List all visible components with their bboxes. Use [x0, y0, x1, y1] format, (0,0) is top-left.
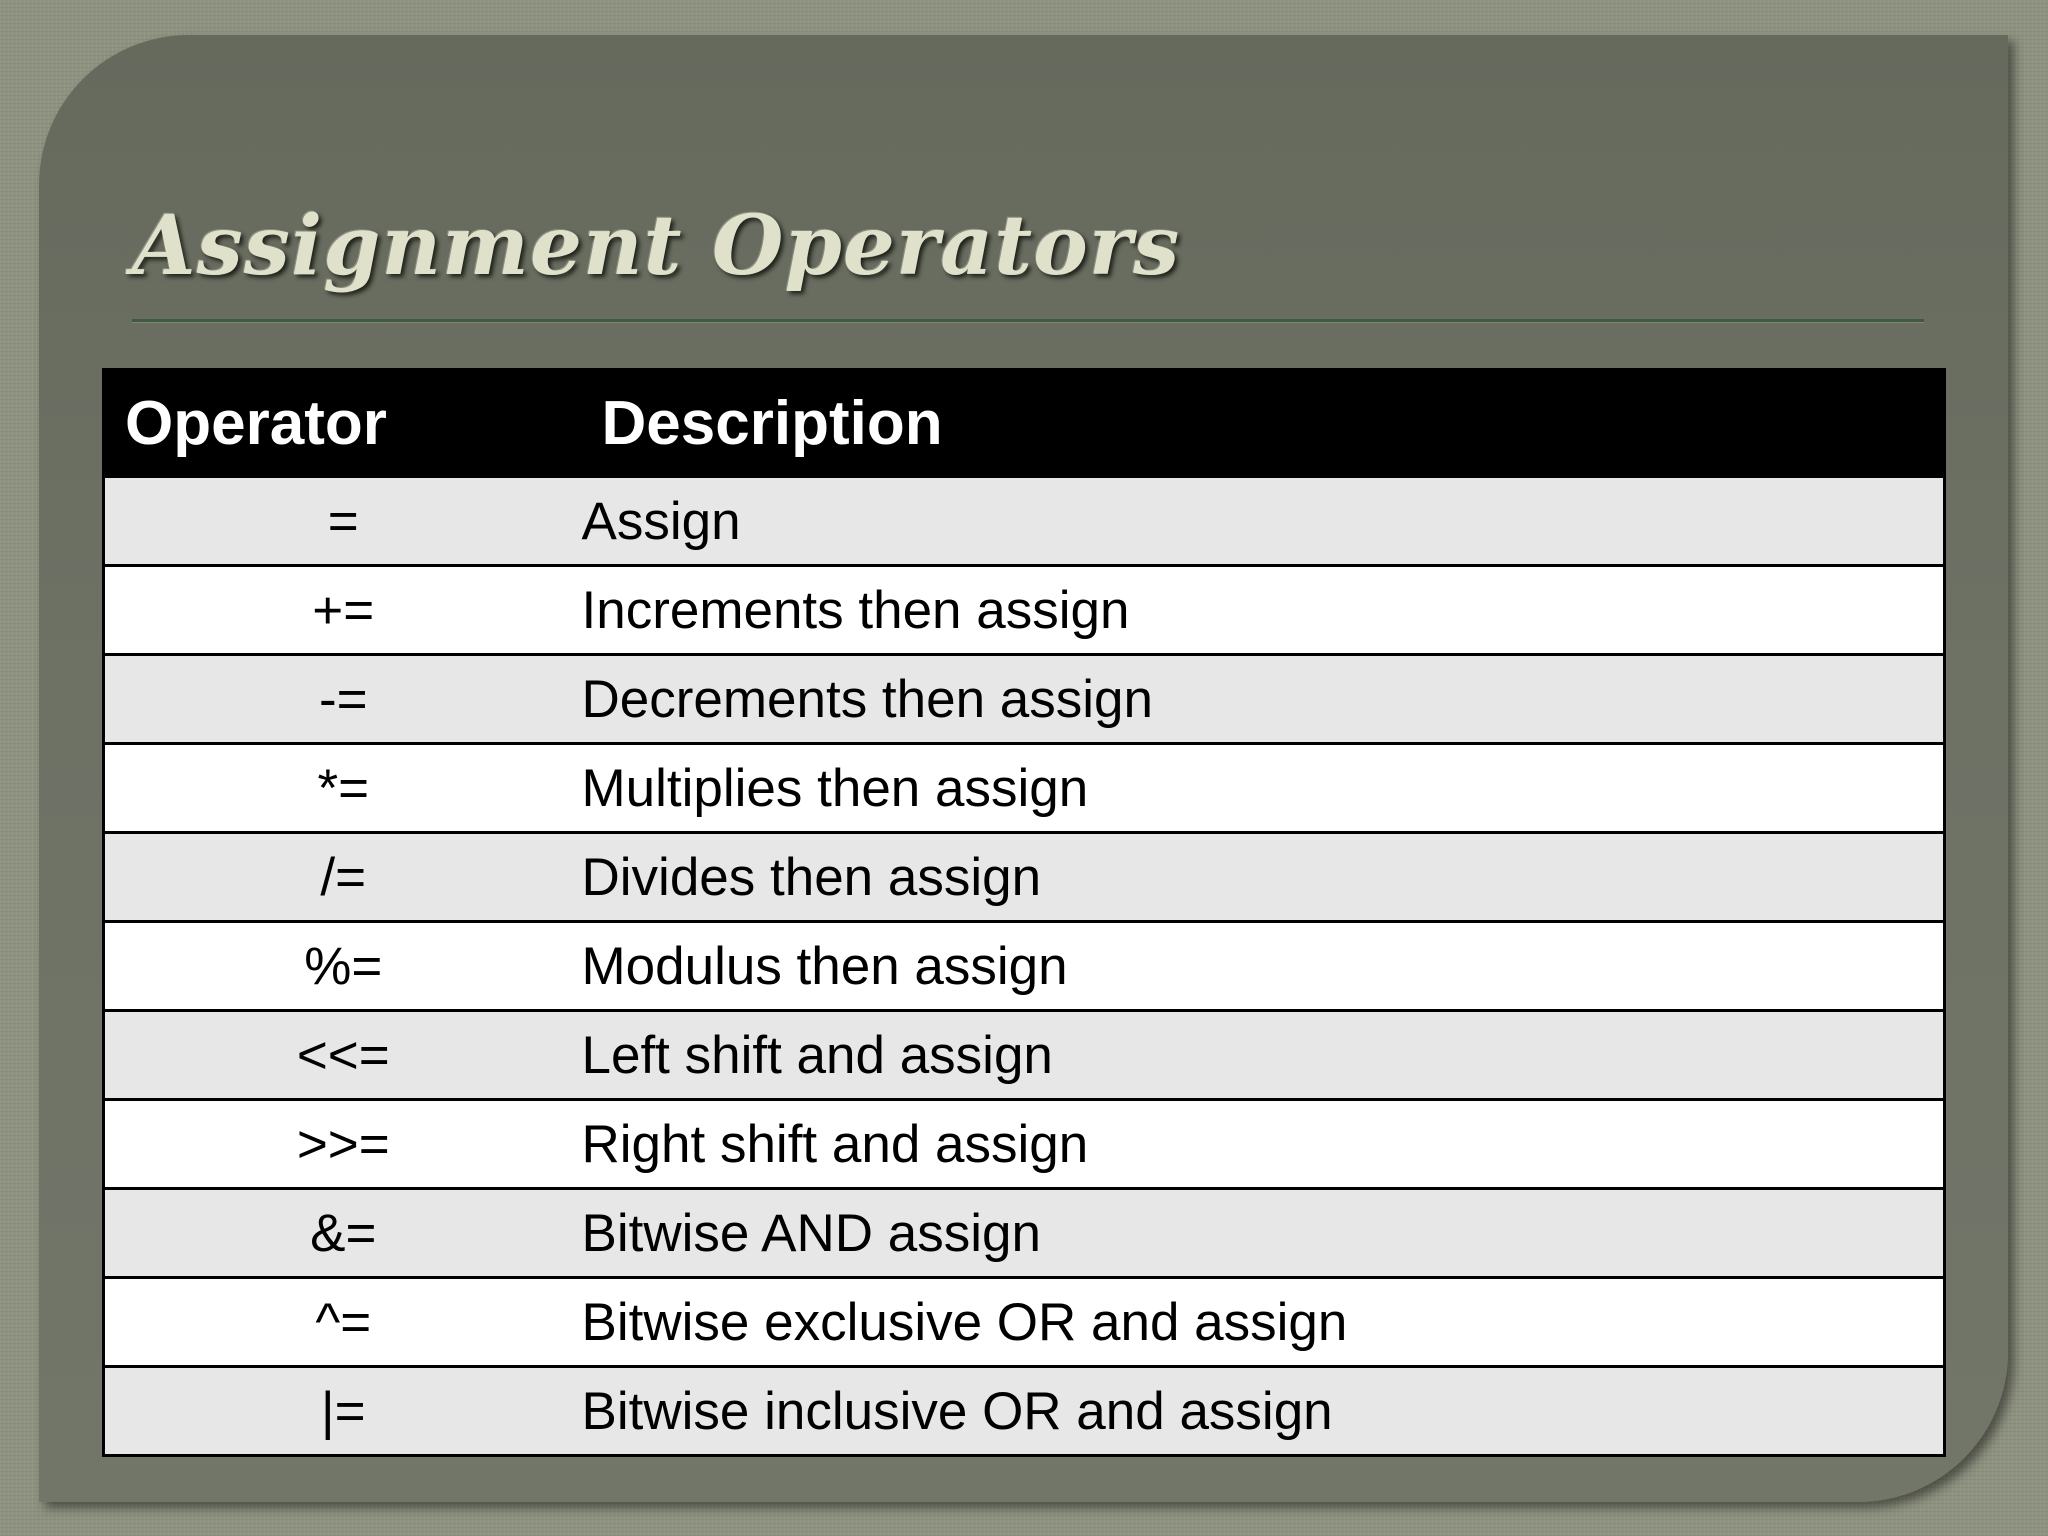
table-row: [104, 1100, 1945, 1189]
table-row: [104, 477, 1945, 566]
table-row: [104, 655, 1945, 744]
description-column-header: Description: [582, 370, 1945, 477]
description-cell: Decrements then assign: [582, 655, 1945, 744]
description-cell: Bitwise exclusive OR and assign: [582, 1278, 1945, 1367]
table-row: [104, 1367, 1945, 1456]
table-row: [104, 1189, 1945, 1278]
table-row: [104, 566, 1945, 655]
table-row: [104, 1278, 1945, 1367]
table-row: [104, 744, 1945, 833]
operator-cell: *=: [104, 744, 582, 833]
table-row: [104, 833, 1945, 922]
table-header-row: [104, 370, 1945, 477]
operator-cell: &=: [104, 1189, 582, 1278]
description-cell: Divides then assign: [582, 833, 1945, 922]
description-cell: Assign: [582, 477, 1945, 566]
table-row: [104, 1011, 1945, 1100]
operator-cell: |=: [104, 1367, 582, 1456]
operator-cell: -=: [104, 655, 582, 744]
operator-cell: +=: [104, 566, 582, 655]
title-divider: [132, 319, 1924, 322]
operator-cell: ^=: [104, 1278, 582, 1367]
operator-cell: =: [104, 477, 582, 566]
description-cell: Modulus then assign: [582, 922, 1945, 1011]
operator-cell: <<=: [104, 1011, 582, 1100]
operator-cell: >>=: [104, 1100, 582, 1189]
description-cell: Increments then assign: [582, 566, 1945, 655]
description-cell: Multiplies then assign: [582, 744, 1945, 833]
table-row: [104, 922, 1945, 1011]
description-cell: Right shift and assign: [582, 1100, 1945, 1189]
operator-cell: /=: [104, 833, 582, 922]
description-cell: Left shift and assign: [582, 1011, 1945, 1100]
operators-table: [102, 368, 1946, 1457]
operator-column-header: Operator: [104, 370, 582, 477]
slide-title: Assignment Operators: [132, 198, 1181, 294]
description-cell: Bitwise AND assign: [582, 1189, 1945, 1278]
description-cell: Bitwise inclusive OR and assign: [582, 1367, 1945, 1456]
operator-cell: %=: [104, 922, 582, 1011]
